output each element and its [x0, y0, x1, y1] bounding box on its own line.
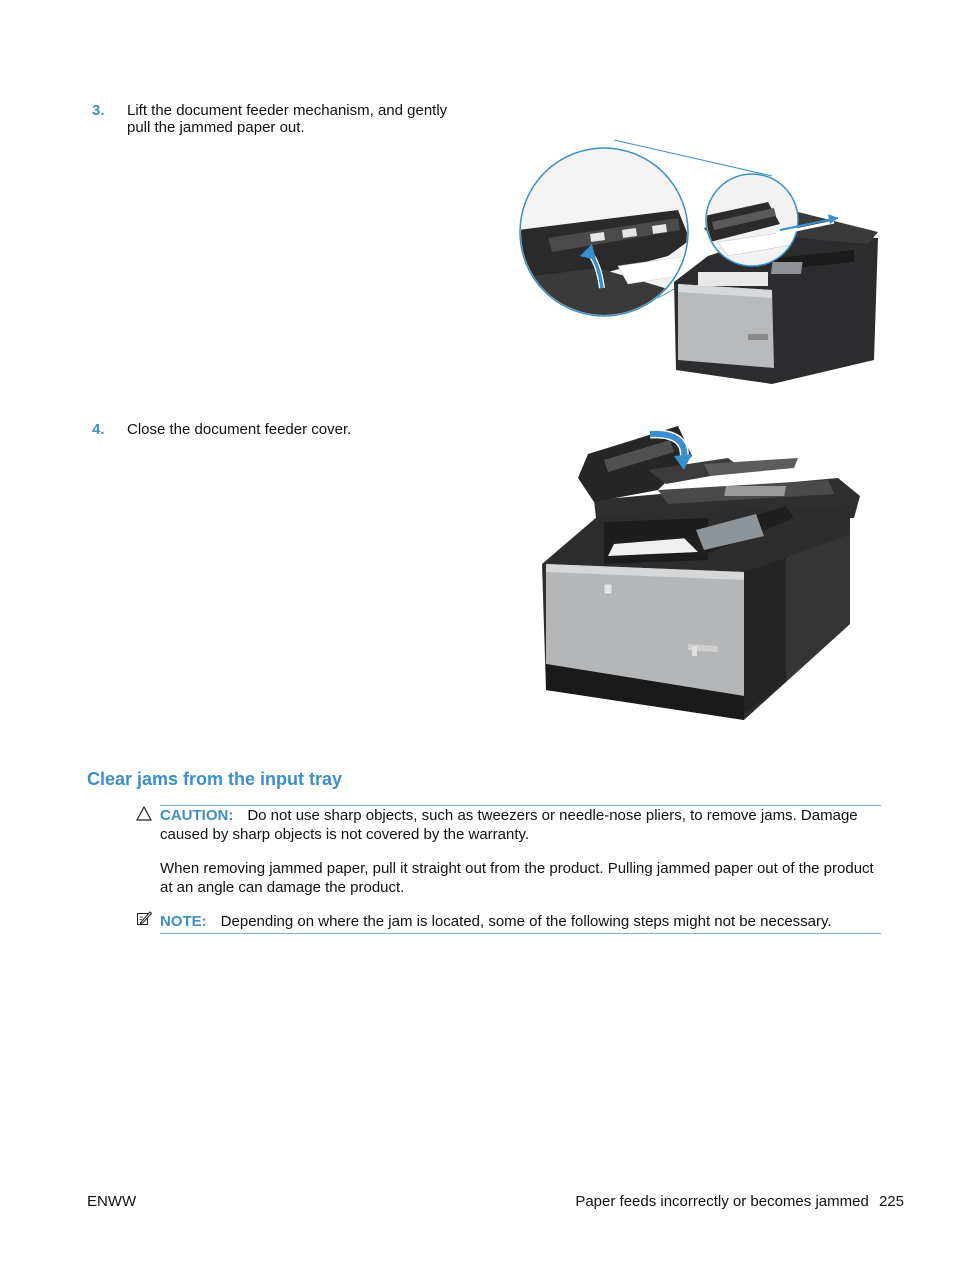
step-text: Lift the document feeder mechanism, and gently pull the jammed paper out.: [127, 102, 448, 136]
note-text: Depending on where the jam is located, some of the following steps might not be necessary.: [220, 913, 832, 930]
caution-triangle-icon: [136, 806, 152, 821]
footer-title: Paper feeds incorrectly or becomes jammed: [575, 1193, 869, 1210]
caution-label: CAUTION:: [160, 807, 234, 824]
note-label: NOTE:: [160, 913, 207, 930]
note-block: [160, 912, 880, 931]
note-bottom-rule: [160, 933, 881, 934]
printer-feeder-open-illustration: [518, 138, 882, 388]
caution-text: Do not use sharp objects, such as tweezers or needle-nose pliers, to remove jams. Damage caused by sharp objects is not covered by the warranty.: [160, 807, 858, 843]
step-number: 4.: [92, 421, 105, 438]
note-pencil-icon: [136, 910, 152, 926]
body-paragraph: When removing jammed paper, pull it straight out from the product. Pulling jammed paper out of the product at an angle can damage the product.: [160, 860, 874, 896]
footer-right: [575, 1193, 904, 1210]
section-title: Clear jams from the input tray: [87, 769, 343, 789]
step-number: 3.: [92, 102, 105, 119]
step-text: Close the document feeder cover.: [127, 421, 352, 438]
printer-feeder-close-illustration: [538, 418, 864, 722]
page-number: 225: [878, 1193, 904, 1210]
caution-block: [160, 806, 880, 844]
footer-left: ENWW: [87, 1193, 137, 1210]
